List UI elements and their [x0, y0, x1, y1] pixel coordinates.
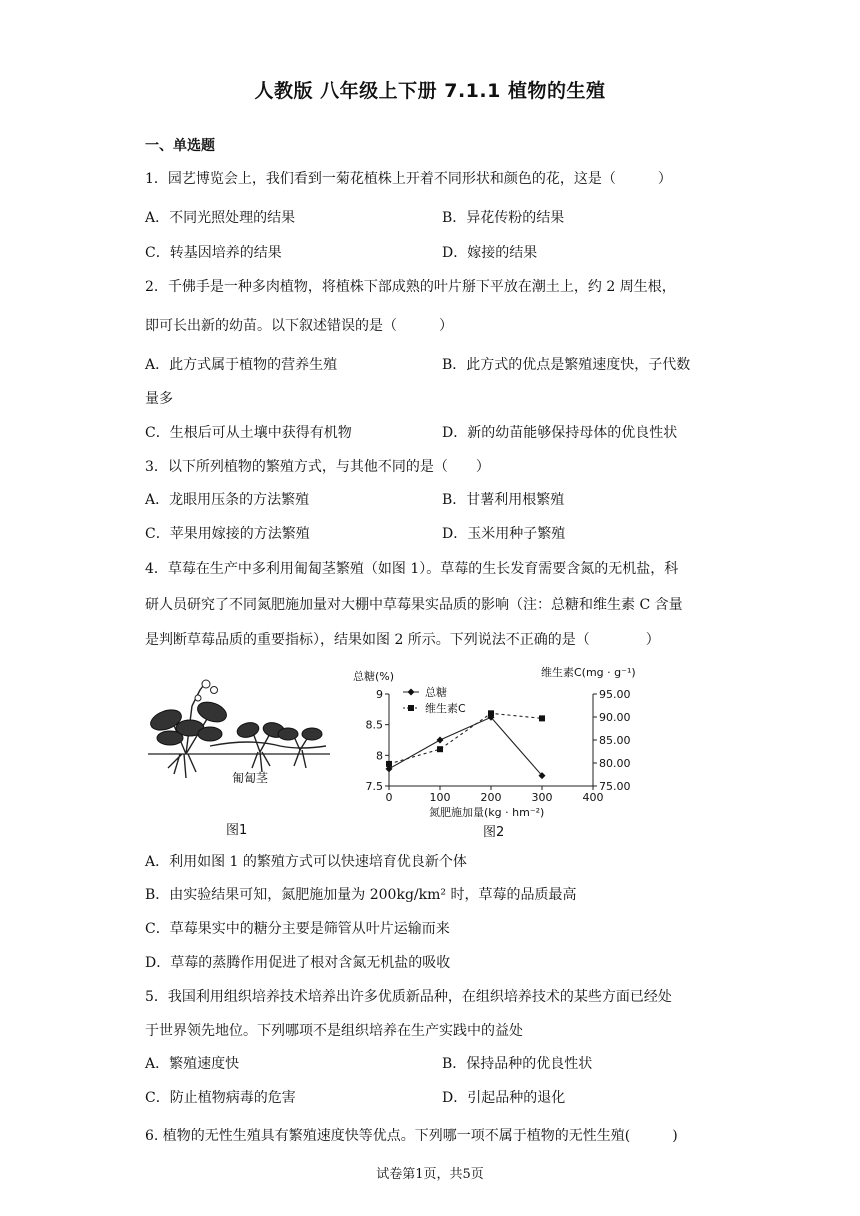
figure-1-strawberry-runner [140, 676, 340, 841]
y-right-tick-label: 85.00 [599, 734, 631, 747]
question-2-option-b-continued: 量多 [145, 391, 173, 407]
question-1-option-a: A．不同光照处理的结果 [145, 210, 296, 226]
y-right-axis-label: 维生素C(mg · g⁻¹) [541, 666, 636, 679]
question-4-option-c: C．草莓果实中的糖分主要是筛管从叶片运输而来 [145, 921, 450, 937]
x-tick-label: 400 [582, 791, 604, 804]
question-2-option-d: D．新的幼苗能够保持母体的优良性状 [442, 425, 678, 441]
legend-label: 维生素C [425, 702, 466, 715]
x-tick-label: 200 [480, 791, 502, 804]
question-5-option-c: C．防止植物病毒的危害 [145, 1090, 296, 1106]
y-left-tick-label: 7.5 [365, 780, 383, 793]
question-5-stem-line-2: 于世界领先地位。下列哪项不是组织培养在生产实践中的益处 [145, 1023, 523, 1039]
figure-2-chart [345, 664, 665, 844]
legend-marker [408, 705, 414, 711]
data-point-square [488, 710, 494, 716]
question-5-stem-line-1: 5．我国利用组织培养技术培养出许多优质新品种，在组织培养技术的某些方面已经处 [145, 989, 672, 1005]
x-tick-label: 0 [385, 791, 393, 804]
figure-1-caption: 图1 [226, 823, 248, 838]
question-4-stem-line-1: 4．草莓在生产中多利用匍匐茎繁殖（如图 1）。草莓的生长发育需要含氮的无机盐，科 [145, 561, 679, 577]
question-2-stem-line-1: 2．千佛手是一种多肉植物，将植株下部成熟的叶片掰下平放在潮土上，约 2 周生根， [145, 279, 676, 295]
x-axis-label: 氮肥施加量(kg · hm⁻²) [429, 806, 545, 819]
y-left-axis-label: 总糖(%) [353, 670, 395, 683]
x-tick-label: 300 [531, 791, 553, 804]
question-3-stem: 3．以下所列植物的繁殖方式，与其他不同的是（ ） [145, 459, 490, 475]
question-4-stem-line-2: 研人员研究了不同氮肥施加量对大棚中草莓果实品质的影响（注：总糖和维生素 C 含量 [145, 597, 683, 613]
question-2-option-b: B．此方式的优点是繁殖速度快，子代数 [442, 357, 691, 373]
y-right-tick-label: 75.00 [599, 780, 631, 793]
question-1-option-c: C．转基因培养的结果 [145, 245, 282, 261]
runner-label: 匍匐茎 [232, 771, 269, 785]
legend-marker [408, 689, 415, 696]
y-right-tick-label: 80.00 [599, 757, 631, 770]
series-line-1 [389, 717, 542, 775]
question-2-option-a: A．此方式属于植物的营养生殖 [145, 357, 338, 373]
legend-label: 总糖 [425, 686, 447, 699]
question-4-option-b: B．由实验结果可知，氮肥施加量为 200kg/km² 时，草莓的品质最高 [145, 887, 577, 903]
page-title: 人教版 八年级上下册 7.1.1 植物的生殖 [254, 80, 606, 102]
y-right-tick-label: 95.00 [599, 688, 631, 701]
page-footer: 试卷第1页，共5页 [376, 1167, 484, 1182]
question-2-stem-line-2: 即可长出新的幼苗。以下叙述错误的是（ ） [145, 318, 453, 334]
y-right-tick-label: 90.00 [599, 711, 631, 724]
question-3-option-d: D．玉米用种子繁殖 [442, 526, 566, 542]
question-1-stem: 1．园艺博览会上，我们看到一菊花植株上开着不同形状和颜色的花，这是（ ） [145, 171, 672, 187]
question-4-stem-line-3: 是判断草莓品质的重要指标），结果如图 2 所示。下列说法不正确的是（ ） [145, 632, 660, 648]
question-5-option-a: A．繁殖速度快 [145, 1056, 240, 1072]
data-point-square [386, 761, 392, 767]
question-2-option-c: C．生根后可从土壤中获得有机物 [145, 425, 352, 441]
question-3-option-b: B．甘薯利用根繁殖 [442, 492, 565, 508]
question-4-option-a: A．利用如图 1 的繁殖方式可以快速培育优良新个体 [145, 854, 467, 870]
question-4-option-d: D．草莓的蒸腾作用促进了根对含氮无机盐的吸收 [145, 955, 451, 971]
question-1-option-d: D．嫁接的结果 [442, 245, 538, 261]
y-left-tick-label: 8.5 [365, 718, 383, 732]
figure-2-caption: 图2 [483, 825, 505, 840]
question-6-stem: 6. 植物的无性生殖具有繁殖速度快等优点。下列哪一项不属于植物的无性生殖( ) [145, 1128, 678, 1144]
question-5-option-b: B．保持品种的优良性状 [442, 1056, 593, 1072]
question-3-option-c: C．苹果用嫁接的方法繁殖 [145, 526, 310, 542]
section-heading: 一、单选题 [145, 138, 215, 154]
data-point-diamond [437, 737, 444, 744]
question-1-option-b: B．异花传粉的结果 [442, 210, 565, 226]
data-point-square [539, 715, 545, 721]
data-point-square [437, 746, 443, 752]
y-left-tick-label: 9 [376, 688, 383, 701]
y-left-tick-label: 8 [376, 749, 383, 763]
x-tick-label: 100 [429, 791, 451, 804]
question-3-option-a: A．龙眼用压条的方法繁殖 [145, 492, 310, 508]
question-5-option-d: D．引起品种的退化 [442, 1090, 566, 1106]
